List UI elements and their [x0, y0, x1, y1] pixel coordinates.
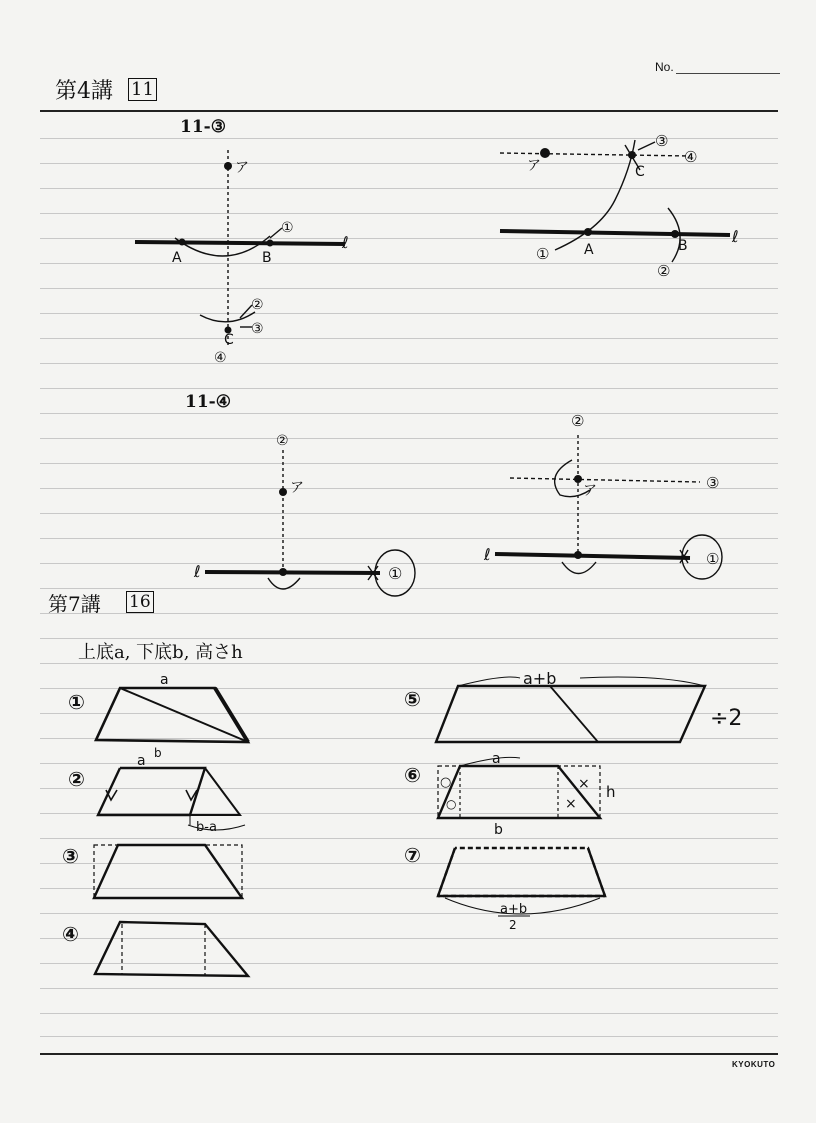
label-cross: × — [565, 796, 577, 812]
label-l: ℓ — [194, 562, 201, 581]
label-n2: ② — [657, 262, 671, 280]
label-n1: ① — [68, 690, 85, 714]
label-n5: ⑤ — [404, 687, 421, 711]
label-l: ℓ — [342, 233, 349, 252]
label-a-kana: ア — [583, 483, 597, 499]
label-cross: × — [578, 776, 590, 792]
label-n1: ① — [536, 245, 550, 263]
page-number-label: No. — [655, 60, 674, 74]
diagram-11-4-right — [495, 435, 722, 579]
label-l: ℓ — [732, 227, 739, 246]
trapezoid-subtitle: 上底a, 下底b, 高さh — [78, 642, 243, 663]
trapezoid-1 — [96, 688, 248, 742]
label-a: a — [160, 672, 169, 688]
problem-11-4-title: 11-④ — [185, 392, 231, 412]
label-h: h — [606, 783, 616, 801]
label-l: ℓ — [484, 545, 491, 564]
label-n2: ② — [276, 433, 289, 449]
label-a-kana: ア — [235, 160, 249, 176]
label-n1: ① — [706, 550, 720, 568]
label-two: 2 — [509, 918, 517, 932]
label-A: A — [584, 242, 594, 258]
line-l — [500, 231, 730, 235]
label-circle: ○ — [446, 797, 457, 811]
label-n2: ② — [571, 412, 585, 430]
lecture-4-title: 第4講 — [55, 79, 113, 104]
arc — [562, 562, 596, 574]
label-n3: ③ — [655, 132, 669, 150]
label-div2: ÷2 — [710, 706, 743, 731]
label-a-plus-b: a+b — [523, 669, 557, 688]
line-l — [205, 572, 380, 573]
label-C: C — [635, 164, 645, 180]
label-n2: ② — [251, 297, 264, 313]
label-n4: ④ — [62, 922, 79, 946]
label-A: A — [172, 250, 182, 266]
problem-11-3-title: 11-③ — [180, 117, 226, 137]
label-a-kana: ア — [290, 480, 304, 496]
diagram-11-3-left — [135, 150, 345, 345]
lecture-7-title: 第7講 — [48, 592, 101, 616]
label-n2: ② — [68, 767, 85, 791]
label-b: b — [154, 746, 162, 760]
lecture-7-box: 16 — [126, 591, 154, 613]
label-n3: ③ — [706, 474, 720, 492]
brand-logo: KYOKUTO — [732, 1060, 776, 1069]
trapezoid-3 — [94, 845, 242, 898]
label-C: C — [224, 332, 234, 348]
parallel-line — [510, 478, 700, 482]
label-a: a — [137, 753, 146, 769]
label-n4: ④ — [214, 350, 227, 366]
label-B: B — [262, 250, 272, 266]
label-b-minus-a: b-a — [196, 820, 217, 835]
arc — [268, 578, 300, 589]
label-B: B — [678, 238, 688, 254]
trapezoid-4 — [95, 922, 248, 976]
trapezoid-5 — [436, 677, 705, 742]
label-n3: ③ — [62, 844, 79, 868]
lecture-4-box: 11 — [128, 78, 157, 101]
diagram-11-4-left — [205, 450, 415, 596]
line-l — [495, 554, 690, 558]
label-n3: ③ — [251, 321, 264, 337]
label-b: b — [494, 822, 503, 838]
label-circle: ○ — [440, 775, 452, 790]
line-l — [135, 242, 345, 244]
label-n4: ④ — [684, 148, 698, 166]
label-n7: ⑦ — [404, 843, 421, 867]
label-n1: ① — [388, 564, 403, 583]
label-n6: ⑥ — [404, 763, 421, 787]
label-a-kana: ア — [527, 158, 541, 174]
label-a-plus-b: a+b — [500, 902, 528, 917]
arc-1 — [175, 236, 270, 256]
trapezoid-2 — [98, 768, 245, 830]
label-n1: ① — [281, 220, 294, 236]
parallel-line — [500, 153, 690, 156]
label-a: a — [492, 751, 501, 767]
